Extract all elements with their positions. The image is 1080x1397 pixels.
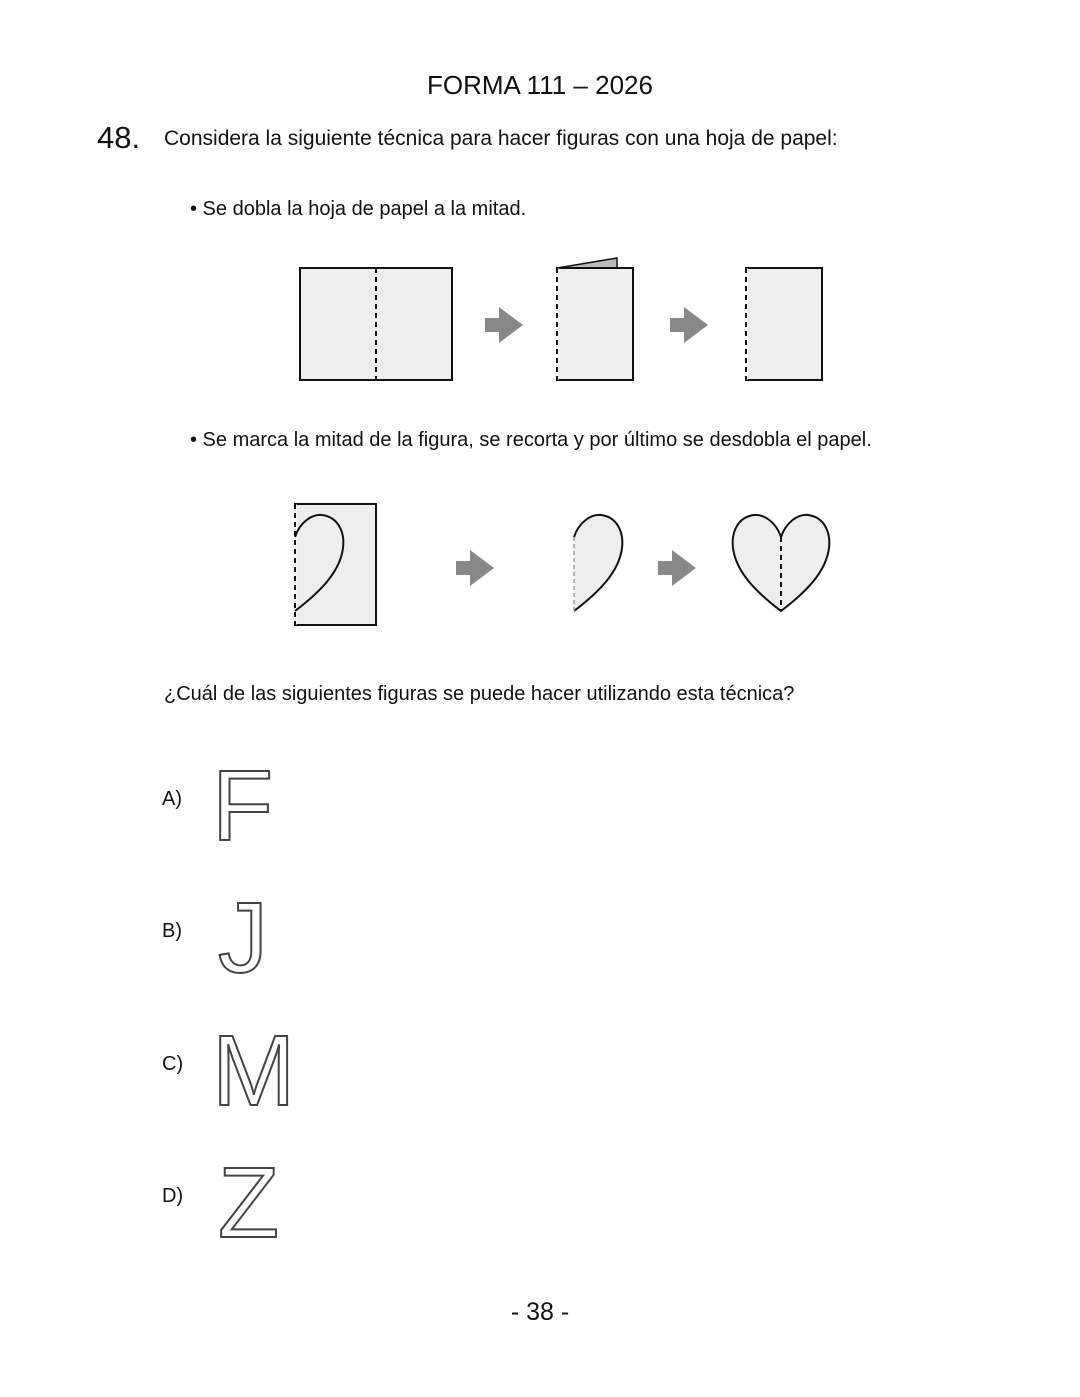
option-a-figure[interactable]: F (212, 750, 274, 862)
step-2: • Se marca la mitad de la figura, se recorta y por último se desdobla el papel. (190, 429, 872, 451)
page-header: FORMA 111 – 2026 (427, 70, 653, 100)
question-stem: Considera la siguiente técnica para hacer figuras con una hoja de papel: (164, 127, 838, 150)
option-a-label[interactable]: A) (162, 788, 182, 810)
option-c-label[interactable]: C) (162, 1053, 184, 1075)
arrow-icon (658, 550, 696, 586)
option-d-figure[interactable]: Z (218, 1147, 280, 1259)
option-d-label[interactable]: D) (162, 1185, 184, 1207)
arrow-icon (456, 550, 494, 586)
cut-diagram (295, 504, 829, 625)
arrow-icon (485, 307, 523, 343)
option-b-label[interactable]: B) (162, 920, 182, 942)
arrow-icon (670, 307, 708, 343)
folding-paper (557, 268, 633, 380)
option-c-figure[interactable]: M (212, 1015, 296, 1127)
fold-diagram (300, 258, 822, 380)
heart (733, 515, 830, 611)
step-1: • Se dobla la hoja de papel a la mitad. (190, 198, 527, 220)
half-heart (574, 515, 622, 611)
page-number: - 38 - (510, 1298, 570, 1326)
question-prompt: ¿Cuál de las siguientes figuras se puede hacer utilizando esta técnica? (164, 683, 795, 705)
question-number: 48. (97, 120, 141, 155)
paper-flap (557, 258, 617, 268)
folded-paper (746, 268, 822, 380)
option-b-figure[interactable]: J (218, 882, 268, 994)
